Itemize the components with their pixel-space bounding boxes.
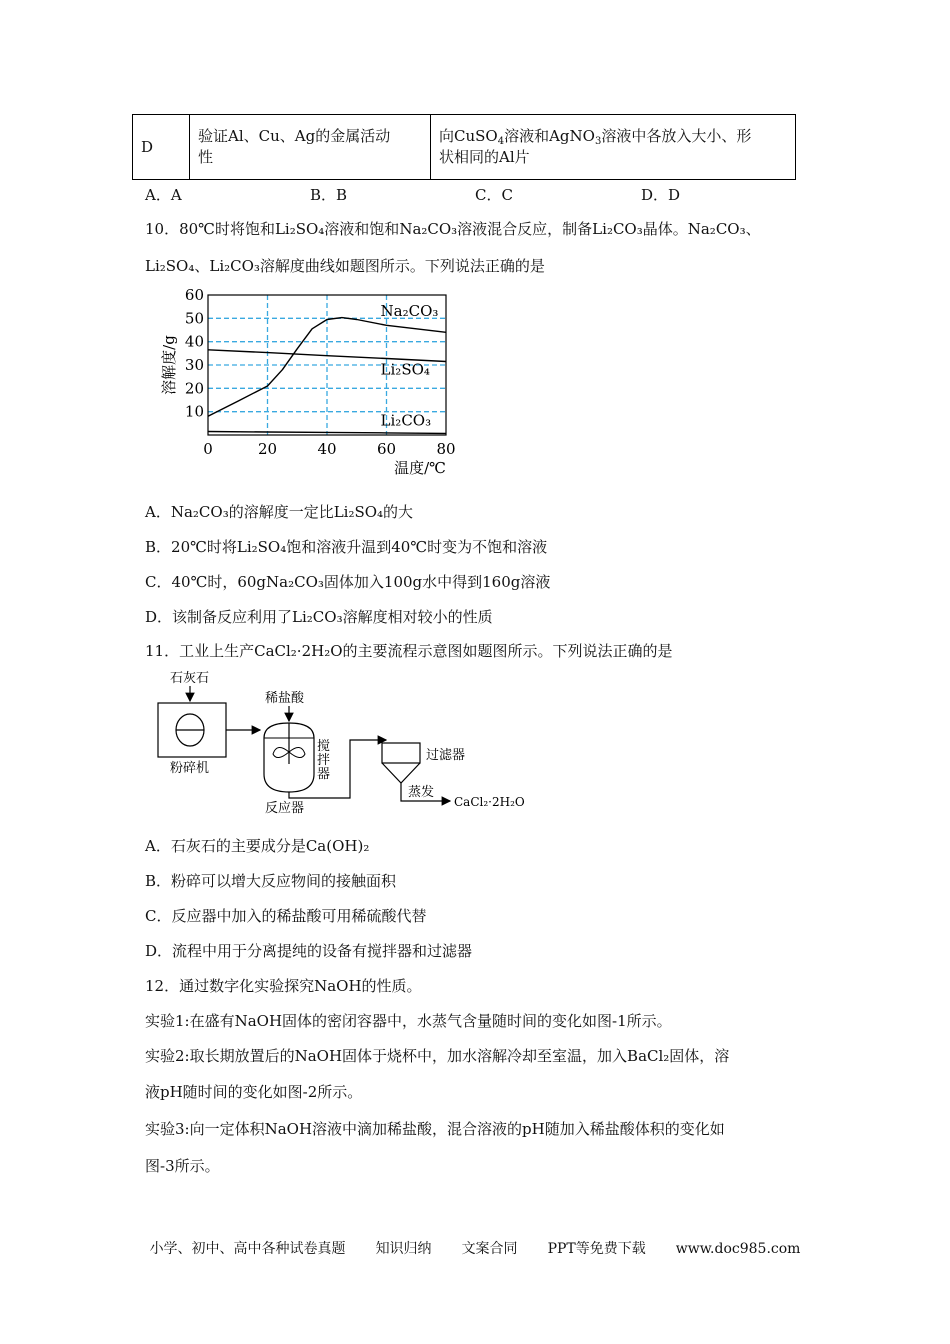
stirrer-blade-right-icon [289, 747, 305, 757]
q12-exp3-line-1: 实验3:向一定体积NaOH溶液中滴加稀盐酸，混合溶液的pH随加入稀盐酸体积的变化如 [145, 1120, 725, 1138]
q10-stem-line-1: 10．80℃时将饱和Li₂SO₄溶液和饱和Na₂CO₃溶液混合反应，制备Li₂CO₃晶体。Na₂CO₃、 [145, 220, 761, 238]
method-cell [431, 115, 796, 180]
y-tick-label: 40 [184, 332, 204, 351]
process-flow-diagram [150, 668, 540, 820]
footer-text-1: 小学、初中、高中各种试卷真题 [149, 1241, 346, 1257]
y-tick-label: 50 [184, 309, 204, 328]
y-tick-label: 20 [184, 379, 204, 398]
x-tick-label: 80 [436, 440, 456, 458]
q10-option-d[interactable]: D．该制备反应利用了Li₂CO₃溶解度相对较小的性质 [145, 608, 493, 626]
row-letter: D [133, 115, 190, 180]
y-tick-labels [185, 286, 204, 421]
x-tick-label: 40 [317, 440, 337, 458]
y-tick-label: 10 [184, 402, 204, 421]
stirrer-blade-left-icon [273, 747, 289, 757]
q11-stem: 11．工业上生产CaCl₂·2H₂O的主要流程示意图如题图所示。下列说法正确的是 [145, 642, 673, 660]
option-table [132, 114, 796, 180]
footer-text-2: 知识归纳 [375, 1241, 432, 1257]
filter-funnel [382, 763, 420, 783]
limestone-label: 石灰石 [170, 671, 210, 686]
q10-option-a[interactable]: A．Na₂CO₃的溶解度一定比Li₂SO₄的大 [145, 503, 414, 521]
method-line-2: 状相同的Al片 [439, 148, 530, 166]
purpose-line-1: 验证Al、Cu、Ag的金属活动 [198, 127, 391, 145]
series-labels [381, 302, 439, 430]
q10-stem-line-2: Li₂SO₄、Li₂CO₃溶解度曲线如题图所示。下列说法正确的是 [145, 257, 545, 275]
x-tick-label: 0 [203, 440, 213, 458]
page-footer [0, 1238, 950, 1258]
x-tick-label: 20 [257, 440, 278, 458]
q12-exp1: 实验1:在盛有NaOH固体的密闭容器中，水蒸气含量随时间的变化如图-1所示。 [145, 1012, 672, 1030]
q9-choice-c[interactable]: C．C [475, 186, 513, 204]
table-row [133, 115, 796, 180]
acid-label: 稀盐酸 [265, 691, 305, 706]
purpose-line-2: 性 [198, 148, 214, 166]
reactor-label: 反应器 [265, 801, 305, 816]
filter-body [382, 743, 420, 763]
q9-choice-b[interactable]: B．B [310, 186, 348, 204]
stirrer-label-char-1: 搅 [317, 739, 331, 754]
q11-option-b[interactable]: B．粉碎可以增大反应物间的接触面积 [145, 872, 397, 890]
y-tick-label: 60 [184, 286, 204, 304]
x-tick-labels [203, 440, 455, 458]
series-label-0: Na₂CO₃ [380, 302, 439, 320]
y-axis-label: 溶解度/g [160, 335, 178, 395]
q9-choice-a[interactable]: A．A [145, 186, 182, 204]
q11-option-d[interactable]: D．流程中用于分离提纯的设备有搅拌器和过滤器 [145, 942, 473, 960]
q12-exp2-line-1: 实验2:取长期放置后的NaOH固体于烧杯中，加水溶解冷却至室温，加入BaCl₂固体，溶 [145, 1047, 730, 1065]
q12-exp3-line-2: 图-3所示。 [145, 1157, 220, 1175]
series-label-1: Li₂SO₄ [380, 360, 430, 379]
q12-stem: 12．通过数字化实验探究NaOH的性质。 [145, 977, 422, 995]
x-tick-label: 60 [376, 440, 397, 458]
q11-option-c[interactable]: C．反应器中加入的稀盐酸可用稀硫酸代替 [145, 907, 427, 925]
footer-text-4: PPT等免费下载 [547, 1241, 646, 1257]
method-line-1: 向CuSO$_4$溶液和AgNO$_3$溶液中各放入大小、形 [439, 127, 752, 147]
crusher-label: 粉碎机 [170, 761, 210, 776]
solubility-chart [150, 285, 470, 480]
q12-exp2-line-2: 液pH随时间的变化如图-2所示。 [145, 1083, 363, 1101]
series-label-2: Li₂CO₃ [380, 411, 432, 430]
footer-url-link[interactable]: www.doc985.com [675, 1241, 801, 1257]
x-axis-label: 温度/℃ [394, 459, 446, 477]
purpose-cell [190, 115, 431, 180]
q11-option-a[interactable]: A．石灰石的主要成分是Ca(OH)₂ [145, 837, 370, 855]
stirrer-label-char-3: 器 [317, 767, 331, 782]
stirrer-label-char-2: 拌 [317, 753, 331, 768]
product-label: CaCl₂·2H₂O [454, 795, 525, 809]
q10-option-c[interactable]: C．40℃时，60gNa₂CO₃固体加入100g水中得到160g溶液 [145, 573, 551, 591]
q10-option-b[interactable]: B．20℃时将Li₂SO₄饱和溶液升温到40℃时变为不饱和溶液 [145, 538, 548, 556]
footer-text-3: 文案合同 [461, 1241, 518, 1257]
y-tick-label: 30 [184, 356, 204, 374]
q9-choice-d[interactable]: D．D [641, 186, 681, 204]
filter-label: 过滤器 [426, 748, 466, 763]
evaporate-label: 蒸发 [408, 785, 435, 800]
